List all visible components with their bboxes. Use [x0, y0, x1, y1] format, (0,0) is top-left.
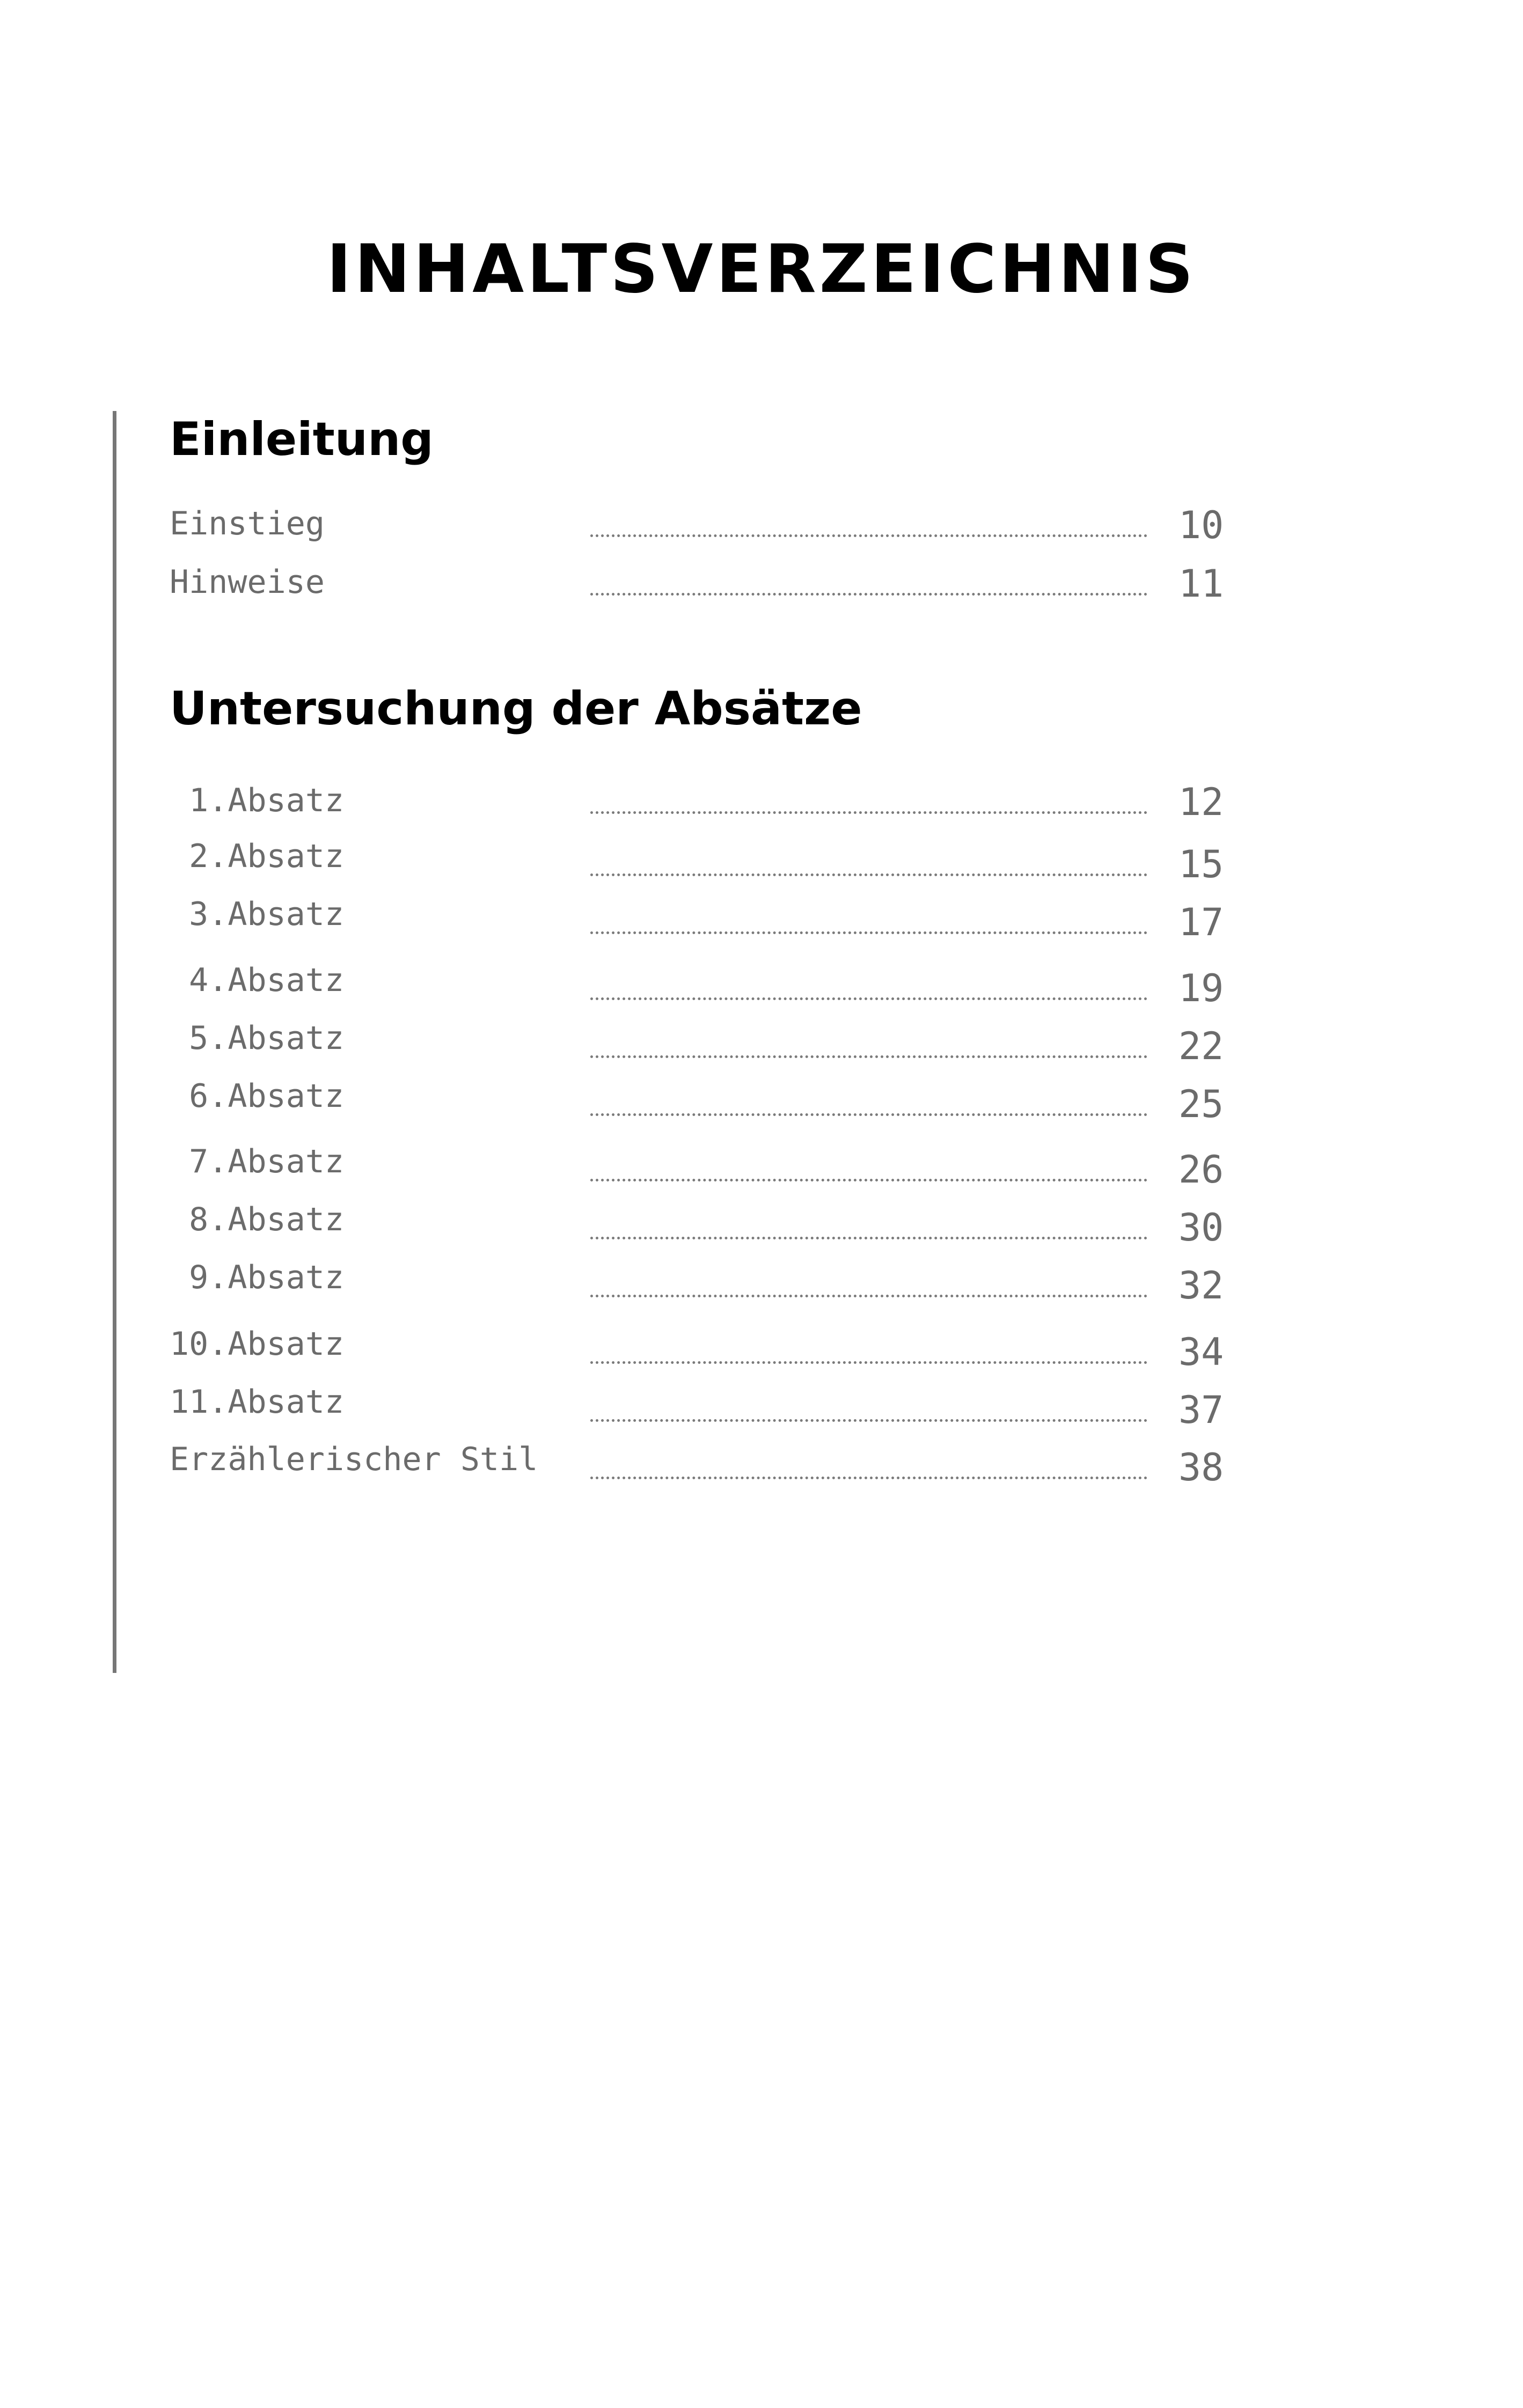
toc-entry[interactable] [0, 1441, 1523, 1489]
dot-leader [590, 1055, 1147, 1058]
toc-entry-page: 17 [1178, 900, 1224, 944]
toc-entry[interactable] [0, 562, 1523, 609]
dot-leader [590, 997, 1147, 1000]
dot-leader [590, 873, 1147, 876]
toc-entry-label: 8.Absatz [170, 1201, 345, 1238]
toc-entry[interactable] [0, 503, 1523, 550]
toc-entry-page: 15 [1178, 842, 1224, 886]
dot-leader [590, 1419, 1147, 1422]
page-title: INHALTSVERZEICHNIS [326, 231, 1197, 308]
toc-entry-label: Hinweise [170, 563, 325, 601]
toc-entry-label: 9.Absatz [170, 1259, 345, 1296]
toc-entry-label: 11.Absatz [170, 1383, 345, 1421]
dot-leader [590, 811, 1147, 814]
toc-entry-label: 4.Absatz [170, 961, 345, 999]
toc-entry-label: 6.Absatz [170, 1077, 345, 1115]
toc-entry[interactable] [0, 1383, 1523, 1432]
toc-entry[interactable] [0, 780, 1523, 827]
toc-entry[interactable] [0, 1259, 1523, 1308]
toc-entry-page: 30 [1178, 1206, 1224, 1250]
toc-entry-page: 32 [1178, 1264, 1224, 1308]
toc-entry-label: 2.Absatz [170, 838, 345, 875]
toc-entry[interactable] [0, 1143, 1523, 1192]
dot-leader [590, 1361, 1147, 1364]
toc-entry-page: 34 [1178, 1330, 1224, 1374]
toc-entry-label: 7.Absatz [170, 1143, 345, 1180]
toc-entry-page: 10 [1178, 503, 1224, 547]
toc-entry[interactable] [0, 961, 1523, 1010]
dot-leader [590, 1477, 1147, 1479]
toc-entry-page: 22 [1178, 1024, 1224, 1068]
toc-entry[interactable] [0, 1077, 1523, 1126]
toc-entry-page: 19 [1178, 966, 1224, 1010]
dot-leader [590, 1295, 1147, 1297]
toc-entry-label: Erzählerischer Stil [170, 1441, 538, 1478]
toc-entry[interactable] [0, 895, 1523, 944]
dot-leader [590, 931, 1147, 934]
toc-entry-page: 26 [1178, 1148, 1224, 1192]
toc-entry-label: 1.Absatz [170, 782, 345, 819]
dot-leader [590, 1237, 1147, 1239]
toc-entry-label: Einstieg [170, 505, 325, 542]
toc-entry[interactable] [0, 838, 1523, 886]
toc-entry[interactable] [0, 1201, 1523, 1250]
dot-leader [590, 1113, 1147, 1116]
dot-leader [590, 1179, 1147, 1181]
toc-entry-page: 11 [1178, 562, 1224, 606]
section-heading-einleitung: Einleitung [170, 413, 434, 466]
toc-entry[interactable] [0, 1325, 1523, 1374]
toc-entry-page: 38 [1178, 1445, 1224, 1489]
dot-leader [590, 534, 1147, 537]
toc-entry-label: 3.Absatz [170, 895, 345, 933]
toc-entry-page: 25 [1178, 1082, 1224, 1126]
dot-leader [590, 593, 1147, 596]
section-heading-untersuchung: Untersuchung der Absätze [170, 682, 862, 736]
toc-entry-label: 5.Absatz [170, 1019, 345, 1057]
toc-entry-label: 10.Absatz [170, 1325, 345, 1363]
toc-entry[interactable] [0, 1019, 1523, 1068]
toc-entry-page: 12 [1178, 780, 1224, 824]
toc-entry-page: 37 [1178, 1388, 1224, 1432]
